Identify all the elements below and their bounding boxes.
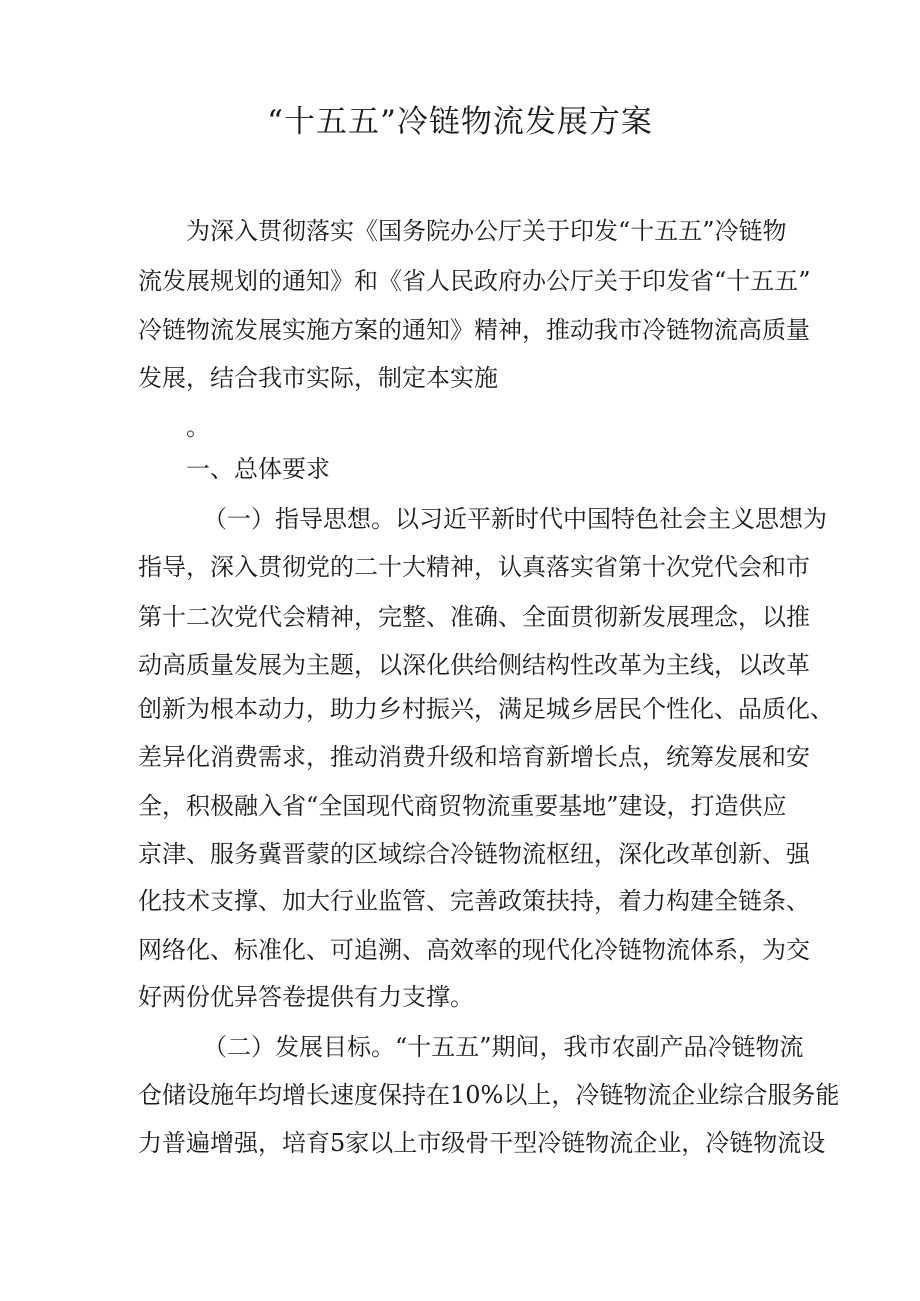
section-heading: 一、总体要求 bbox=[186, 455, 330, 483]
goals-line: 力普遍增强，培育5家以上市级骨干型冷链物流企业，冷链物流设 bbox=[138, 1129, 826, 1157]
guiding-line: 第十二次党代会精神，完整、准确、全面贯彻新发展理念，以推 bbox=[138, 603, 810, 631]
guiding-line: 化技术支撑、加大行业监管、完善政策扶持，着力构建全链条、 bbox=[138, 887, 810, 915]
goals-line: （二）发展目标。“十五五”期间，我市农副产品冷链物流 bbox=[203, 1033, 804, 1061]
guiding-line: 网络化、标准化、可追溯、高效率的现代化冷链物流体系，为交 bbox=[138, 936, 810, 964]
guiding-line: 创新为根本动力，助力乡村振兴，满足城乡居民个性化、品质化、 bbox=[138, 695, 834, 723]
guiding-line: 京津、服务冀晋蒙的区域综合冷链物流枢纽，深化改革创新、强 bbox=[138, 840, 810, 868]
guiding-line: 差异化消费需求，推动消费升级和培育新增长点，统筹发展和安 bbox=[138, 743, 810, 771]
intro-line: 为深入贯彻落实《国务院办公厅关于印发“十五五”冷链物 bbox=[186, 217, 787, 245]
intro-line: 发展，结合我市实际，制定本实施 bbox=[138, 364, 498, 392]
document-title: “十五五”冷链物流发展方案 bbox=[267, 104, 653, 140]
guiding-line: 指导，深入贯彻党的二十大精神，认真落实省第十次党代会和市 bbox=[138, 553, 810, 581]
intro-end-mark: 。 bbox=[186, 413, 210, 441]
goals-line: 仓储设施年均增长速度保持在10%以上，冷链物流企业综合服务能 bbox=[138, 1081, 840, 1109]
guiding-line: 动高质量发展为主题，以深化供给侧结构性改革为主线，以改革 bbox=[138, 651, 810, 679]
intro-line: 冷链物流发展实施方案的通知》精神，推动我市冷链物流高质量 bbox=[138, 316, 810, 344]
intro-line: 流发展规划的通知》和《省人民政府办公厅关于印发省“十五五” bbox=[138, 267, 811, 295]
guiding-line: 全，积极融入省“全国现代商贸物流重要基地”建设，打造供应 bbox=[138, 792, 787, 820]
guiding-line: 好两份优异答卷提供有力支撑。 bbox=[138, 983, 474, 1011]
guiding-line: （一）指导思想。以习近平新时代中国特色社会主义思想为 bbox=[203, 505, 827, 533]
